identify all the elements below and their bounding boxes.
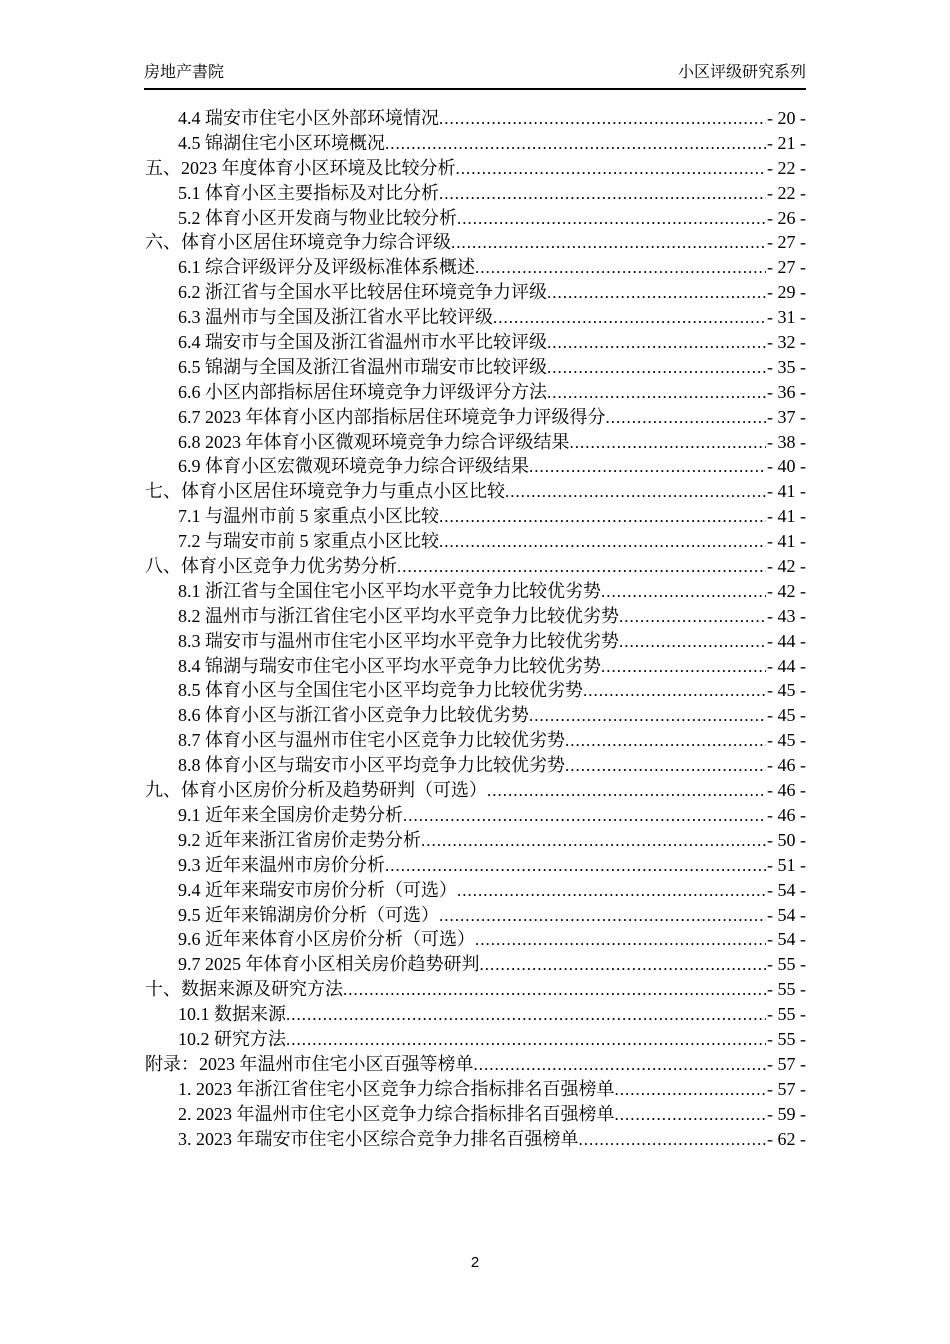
toc-leader-dots — [456, 158, 767, 179]
toc-entry — [145, 428, 806, 453]
toc-leader-dots — [474, 1054, 767, 1075]
toc-entry — [145, 975, 806, 1000]
toc-page-number: - 21 - — [767, 132, 806, 153]
toc-page-number: - 44 - — [767, 655, 806, 676]
toc-entry — [145, 204, 806, 229]
toc-entry — [145, 303, 806, 328]
toc-entry-title: 9.7 2025 年体育小区相关房价趋势研判 — [178, 954, 480, 975]
toc-leader-dots — [547, 357, 766, 378]
toc-page-number: - 42 - — [767, 556, 806, 577]
toc-entry — [145, 925, 806, 950]
toc-leader-dots — [480, 954, 767, 975]
toc-leader-dots — [601, 656, 766, 677]
toc-leader-dots — [565, 730, 766, 751]
toc-page-number: - 42 - — [767, 580, 806, 601]
toc-leader-dots — [439, 531, 766, 552]
toc-entry-title: 10.2 研究方法 — [178, 1028, 286, 1049]
toc-page-number: - 55 - — [767, 1028, 806, 1049]
toc-leader-dots — [619, 631, 766, 652]
toc-entry-title: 9.2 近年来浙江省房价走势分析 — [178, 829, 421, 850]
toc-leader-dots — [385, 133, 766, 154]
toc-entry-title: 九、体育小区房价分析及趋势研判（可选） — [145, 780, 487, 801]
toc-leader-dots — [421, 830, 766, 851]
toc-leader-dots — [475, 257, 766, 278]
toc-page-number: - 38 - — [767, 431, 806, 452]
toc-page-number: - 35 - — [767, 356, 806, 377]
toc-entry-title: 8.1 浙江省与全国住宅小区平均水平竞争力比较优劣势 — [178, 580, 601, 601]
table-of-contents — [145, 104, 806, 1149]
toc-entry — [145, 527, 806, 552]
toc-entry — [145, 826, 806, 851]
toc-entry-title: 附录：2023 年温州市住宅小区百强等榜单 — [145, 1053, 474, 1074]
toc-leader-dots — [385, 855, 766, 876]
toc-page-number: - 57 - — [767, 1053, 806, 1074]
toc-entry — [145, 851, 806, 876]
toc-leader-dots — [286, 1004, 766, 1025]
toc-entry-title: 8.2 温州市与浙江省住宅小区平均水平竞争力比较优劣势 — [178, 605, 619, 626]
toc-entry-title: 7.2 与瑞安市前 5 家重点小区比较 — [178, 531, 439, 552]
toc-leader-dots — [505, 481, 766, 502]
toc-entry — [145, 452, 806, 477]
toc-entry — [145, 751, 806, 776]
toc-entry-title: 6.7 2023 年体育小区内部指标居住环境竞争力评级得分 — [178, 406, 606, 427]
toc-page-number: - 31 - — [767, 307, 806, 328]
toc-entry-title: 5.2 体育小区开发商与物业比较分析 — [178, 207, 457, 228]
toc-page-number: - 55 - — [767, 1004, 806, 1025]
toc-entry — [145, 876, 806, 901]
toc-entry-title: 1. 2023 年浙江省住宅小区竞争力综合指标排名百强榜单 — [178, 1078, 615, 1099]
toc-entry-title: 9.1 近年来全国房价走势分析 — [178, 804, 403, 825]
toc-entry-title: 八、体育小区竞争力优劣势分析 — [145, 556, 397, 577]
toc-entry — [145, 552, 806, 577]
toc-leader-dots — [529, 705, 766, 726]
toc-page-number: - 22 - — [767, 157, 806, 178]
toc-entry-title: 8.8 体育小区与瑞安市小区平均竞争力比较优劣势 — [178, 755, 565, 776]
toc-entry-title: 7.1 与温州市前 5 家重点小区比较 — [178, 506, 439, 527]
toc-entry — [145, 129, 806, 154]
toc-leader-dots — [615, 1104, 767, 1125]
toc-entry-title: 3. 2023 年瑞安市住宅小区综合竞争力排名百强榜单 — [178, 1128, 579, 1149]
toc-entry-title: 六、体育小区居住环境竞争力综合评级 — [145, 232, 451, 253]
toc-entry — [145, 1025, 806, 1050]
toc-leader-dots — [439, 905, 766, 926]
toc-leader-dots — [615, 1079, 767, 1100]
toc-leader-dots — [457, 880, 766, 901]
toc-leader-dots — [606, 407, 767, 428]
toc-entry — [145, 378, 806, 403]
toc-page-number: - 32 - — [767, 332, 806, 353]
toc-entry — [145, 179, 806, 204]
toc-page-number: - 20 - — [767, 108, 806, 128]
toc-page-number: - 36 - — [767, 381, 806, 402]
toc-entry — [145, 353, 806, 378]
toc-entry-title: 9.5 近年来锦湖房价分析（可选） — [178, 904, 439, 925]
toc-entry — [145, 1125, 806, 1150]
toc-entry-title: 七、体育小区居住环境竞争力与重点小区比较 — [145, 481, 505, 502]
toc-entry — [145, 577, 806, 602]
header-right-text: 小区评级研究系列 — [677, 64, 806, 81]
toc-leader-dots — [547, 382, 766, 403]
toc-page-number: - 46 - — [767, 804, 806, 825]
toc-entry — [145, 1075, 806, 1100]
toc-page-number: - 41 - — [767, 531, 806, 552]
toc-page-number: - 22 - — [767, 182, 806, 203]
toc-leader-dots — [565, 755, 766, 776]
toc-page-number: - 55 - — [767, 954, 806, 975]
toc-entry-title: 10.1 数据来源 — [178, 1004, 286, 1025]
toc-leader-dots — [487, 780, 766, 801]
toc-entry — [145, 228, 806, 253]
toc-entry — [145, 154, 806, 179]
toc-entry — [145, 278, 806, 303]
toc-page-number: - 46 - — [767, 780, 806, 801]
page-header — [144, 63, 806, 90]
toc-entry-title: 9.6 近年来体育小区房价分析（可选） — [178, 929, 475, 950]
toc-entry — [145, 901, 806, 926]
toc-entry-title: 8.7 体育小区与温州市住宅小区竞争力比较优劣势 — [178, 730, 565, 751]
toc-entry-title: 4.5 锦湖住宅小区环境概况 — [178, 132, 385, 153]
toc-entry-title: 6.6 小区内部指标居住环境竞争力评级评分方法 — [178, 381, 547, 402]
toc-page-number: - 57 - — [767, 1078, 806, 1099]
toc-page-number: - 54 - — [767, 879, 806, 900]
toc-entry-title: 8.5 体育小区与全国住宅小区平均竞争力比较优劣势 — [178, 680, 583, 701]
toc-leader-dots — [286, 1029, 766, 1050]
toc-entry — [145, 477, 806, 502]
toc-leader-dots — [439, 183, 766, 204]
toc-leader-dots — [403, 805, 766, 826]
toc-entry — [145, 1100, 806, 1125]
toc-leader-dots — [601, 581, 766, 602]
toc-page-number: - 55 - — [767, 979, 806, 1000]
toc-page-number: - 29 - — [767, 282, 806, 303]
toc-entry-title: 五、2023 年度体育小区环境及比较分析 — [145, 157, 456, 178]
toc-entry — [145, 328, 806, 353]
toc-entry — [145, 627, 806, 652]
toc-page-number: - 26 - — [767, 207, 806, 228]
toc-leader-dots — [579, 1129, 767, 1150]
toc-page-number: - 54 - — [767, 904, 806, 925]
toc-entry-title: 2. 2023 年温州市住宅小区竞争力综合指标排名百强榜单 — [178, 1103, 615, 1124]
page-number: 2 — [470, 1254, 480, 1271]
toc-page-number: - 59 - — [767, 1103, 806, 1124]
toc-leader-dots — [457, 208, 766, 229]
toc-entry — [145, 253, 806, 278]
page-footer — [0, 1254, 950, 1271]
header-left-text: 房地产書院 — [144, 64, 225, 81]
toc-entry-title: 6.5 锦湖与全国及浙江省温州市瑞安市比较评级 — [178, 356, 547, 377]
toc-entry — [145, 950, 806, 975]
toc-entry — [145, 403, 806, 428]
toc-entry — [145, 701, 806, 726]
toc-leader-dots — [397, 556, 766, 577]
toc-entry-title: 8.4 锦湖与瑞安市住宅小区平均水平竞争力比较优劣势 — [178, 655, 601, 676]
toc-entry-title: 4.4 瑞安市住宅小区外部环境情况 — [178, 108, 439, 128]
toc-page-number: - 45 - — [767, 730, 806, 751]
toc-leader-dots — [570, 432, 767, 453]
toc-entry — [145, 652, 806, 677]
toc-entry — [145, 726, 806, 751]
toc-entry — [145, 602, 806, 627]
toc-leader-dots — [547, 332, 766, 353]
toc-page-number: - 45 - — [767, 705, 806, 726]
toc-page-number: - 45 - — [767, 680, 806, 701]
toc-entry — [145, 776, 806, 801]
toc-leader-dots — [439, 108, 766, 129]
toc-entry-title: 6.8 2023 年体育小区微观环境竞争力综合评级结果 — [178, 431, 570, 452]
toc-entry-title: 6.3 温州市与全国及浙江省水平比较评级 — [178, 307, 493, 328]
toc-entry — [145, 502, 806, 527]
toc-entry — [145, 801, 806, 826]
toc-leader-dots — [475, 929, 766, 950]
toc-page-number: - 40 - — [767, 456, 806, 477]
toc-page-number: - 44 - — [767, 630, 806, 651]
toc-leader-dots — [343, 979, 766, 1000]
toc-entry — [145, 676, 806, 701]
toc-leader-dots — [451, 232, 766, 253]
toc-page-number: - 51 - — [767, 854, 806, 875]
toc-page-number: - 50 - — [767, 829, 806, 850]
toc-leader-dots — [547, 282, 766, 303]
toc-leader-dots — [619, 606, 766, 627]
toc-page-number: - 43 - — [767, 605, 806, 626]
toc-entry-title: 9.3 近年来温州市房价分析 — [178, 854, 385, 875]
toc-page-number: - 37 - — [767, 406, 806, 427]
toc-entry-title: 6.2 浙江省与全国水平比较居住环境竞争力评级 — [178, 282, 547, 303]
toc-page-number: - 62 - — [767, 1128, 806, 1149]
toc-entry — [145, 1050, 806, 1075]
toc-entry-title: 6.9 体育小区宏微观环境竞争力综合评级结果 — [178, 456, 529, 477]
toc-page-number: - 27 - — [767, 257, 806, 278]
toc-leader-dots — [439, 506, 766, 527]
toc-entry-title: 9.4 近年来瑞安市房价分析（可选） — [178, 879, 457, 900]
toc-page-number: - 54 - — [767, 929, 806, 950]
toc-leader-dots — [493, 307, 766, 328]
toc-page-number: - 41 - — [767, 506, 806, 527]
toc-entry — [145, 104, 806, 129]
toc-page-number: - 46 - — [767, 755, 806, 776]
toc-leader-dots — [583, 680, 766, 701]
toc-entry-title: 6.4 瑞安市与全国及浙江省温州市水平比较评级 — [178, 332, 547, 353]
toc-page-number: - 27 - — [767, 232, 806, 253]
toc-entry-title: 8.6 体育小区与浙江省小区竞争力比较优劣势 — [178, 705, 529, 726]
toc-entry-title: 5.1 体育小区主要指标及对比分析 — [178, 182, 439, 203]
toc-entry-title: 8.3 瑞安市与温州市住宅小区平均水平竞争力比较优劣势 — [178, 630, 619, 651]
toc-entry — [145, 1000, 806, 1025]
toc-entry-title: 十、数据来源及研究方法 — [145, 979, 343, 1000]
toc-leader-dots — [529, 456, 766, 477]
toc-page-number: - 41 - — [767, 481, 806, 502]
toc-entry-title: 6.1 综合评级评分及评级标准体系概述 — [178, 257, 475, 278]
